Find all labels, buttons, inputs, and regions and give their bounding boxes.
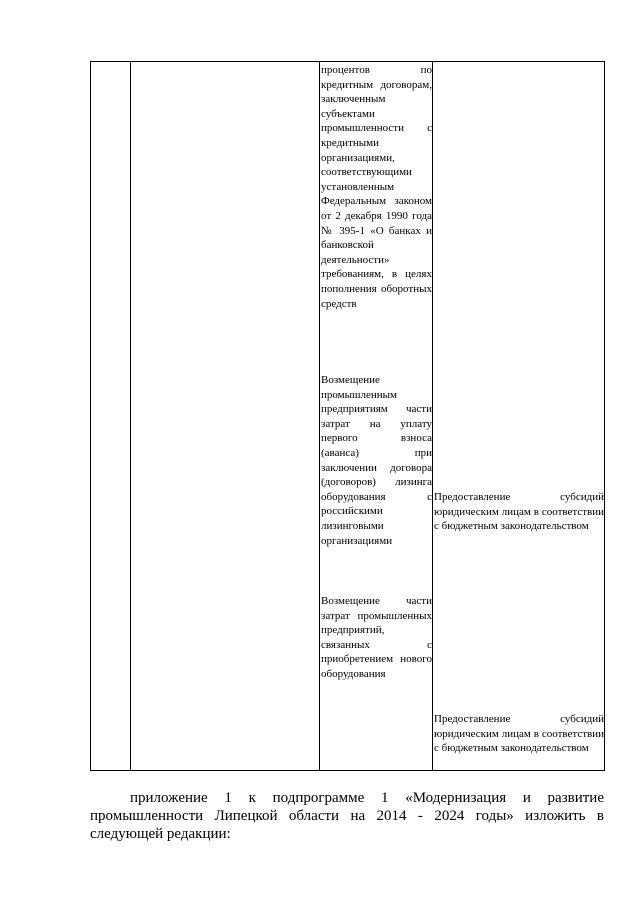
measure-text-leasing: Возмещение промышленным предприятиям части затрат на уплату первого взноса (аванса) при заключении договора (договоров) лизинга оборудования с российскими лизинговыми организациями xyxy=(321,374,432,547)
amendment-paragraph-text: приложение 1 к подпрограмме 1 «Модернизация и развитие промышленности Липецкой области на 2014 - 2024 годы» изложить в следующей редакции: xyxy=(90,790,604,842)
column-divider-2 xyxy=(319,61,320,771)
measure-text-equipment: Возмещение части затрат промышленных предприятий, связанных с приобретением нового оборудования xyxy=(321,595,432,680)
measure-text-credit-interest: процентов по кредитным договорам, заключенным субъектами промышленности с кредитными организациями, соответствующими установленным Федеральным законом от 2 декабря 1990 года № 395-1 «О банках и банковской деятельности» требованиям, в целях пополнения оборотных средств xyxy=(321,64,432,310)
column-divider-1 xyxy=(130,61,131,771)
support-form-text-1: Предоставление субсидий юридическим лицам в соответствии с бюджетным законодательством xyxy=(434,491,604,533)
amendment-paragraph xyxy=(90,789,604,843)
column-divider-3 xyxy=(432,61,433,771)
support-form-text-2: Предоставление субсидий юридическим лицам в соответствии с бюджетным законодательством xyxy=(434,713,604,755)
